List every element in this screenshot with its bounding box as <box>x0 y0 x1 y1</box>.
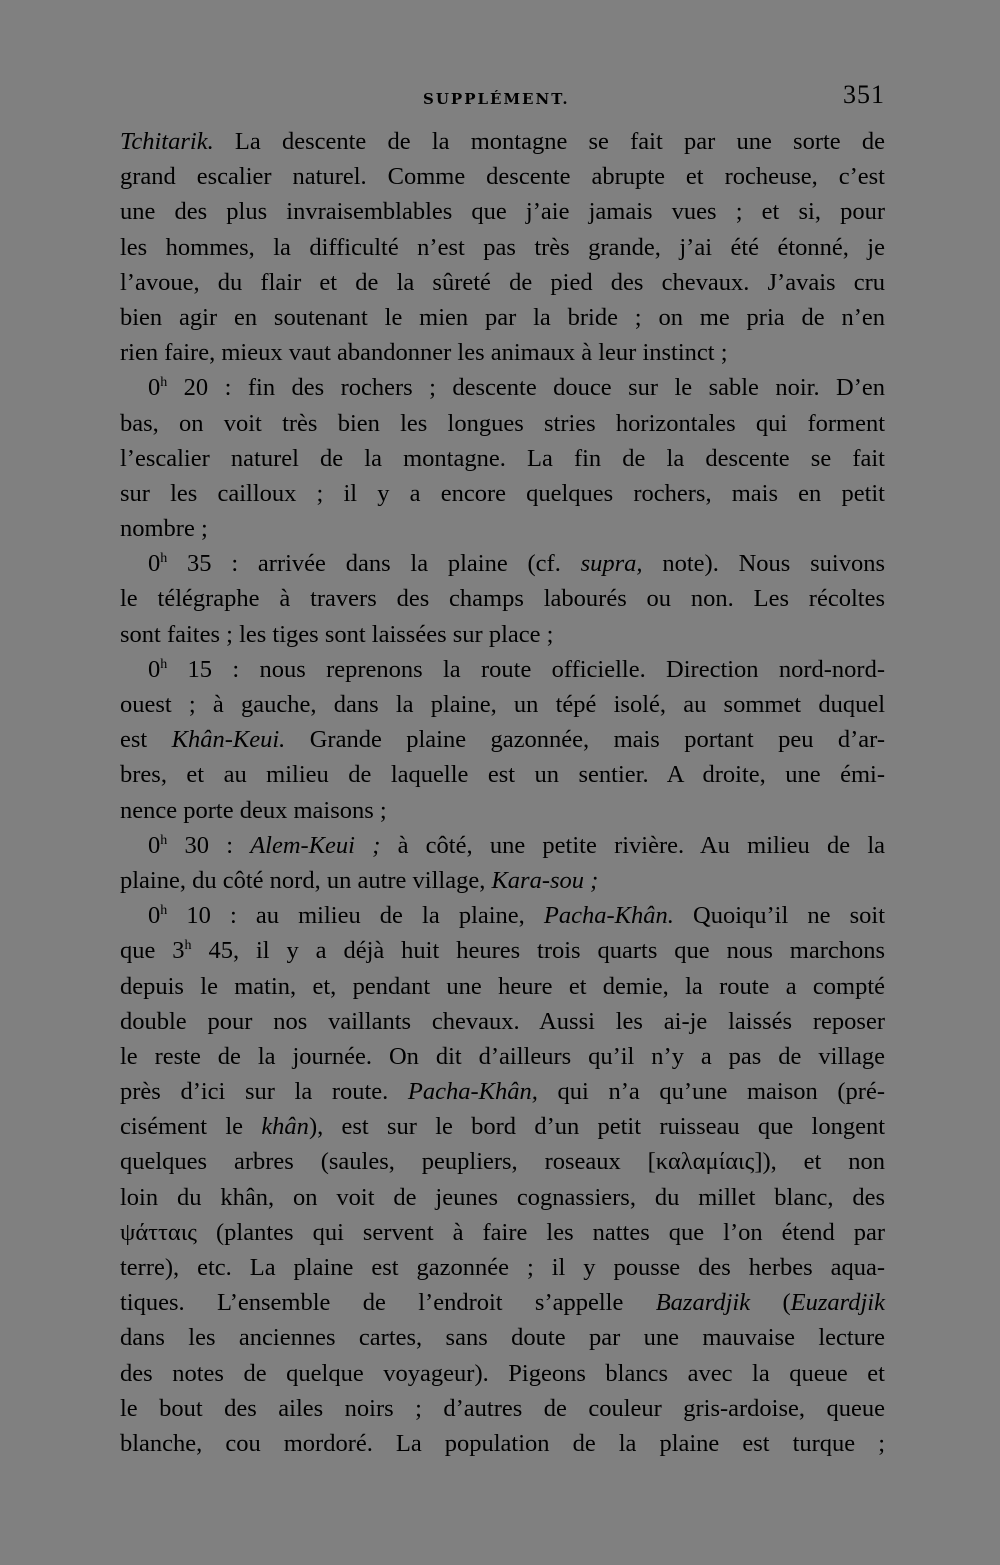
text-line <box>120 863 885 898</box>
text-segment: quelques arbres (saules, peupliers, roseaux [καλαμίαις]), et non <box>120 1148 885 1176</box>
superscript-h: h <box>160 375 168 391</box>
superscript-h: h <box>160 832 168 848</box>
text-line <box>120 335 885 370</box>
text-line <box>120 1426 885 1461</box>
text-segment: le télégraphe à travers des champs labourés ou non. Les récoltes <box>120 585 885 613</box>
text-segment: dans les anciennes cartes, sans doute par une mauvaise lecture <box>120 1324 885 1352</box>
superscript-h: h <box>184 938 192 954</box>
text-line <box>120 511 885 546</box>
text-segment: rien faire, mieux vaut abandonner les animaux à leur instinct ; <box>120 339 728 367</box>
text-line <box>120 1356 885 1391</box>
text-line <box>120 1215 885 1250</box>
italic-segment: Tchitarik. <box>120 128 214 155</box>
text-segment: bien agir en soutenant le mien par la bride ; on me pria de n’en <box>120 303 885 331</box>
text-segment: 0 <box>148 831 161 859</box>
superscript-h: h <box>160 656 168 672</box>
text-line <box>120 969 885 1004</box>
text-segment: sont faites ; les tiges sont laissées sur place ; <box>120 620 554 648</box>
text-line <box>120 370 885 405</box>
text-segment: tiques. L’ensemble de l’endroit s’appelle <box>120 1289 656 1317</box>
text-segment: les hommes, la difficulté n’est pas très grande, j’ai été étonné, je <box>120 233 885 261</box>
text-line <box>120 265 885 300</box>
text-line <box>120 933 885 968</box>
text-line <box>120 757 885 792</box>
text-segment: des notes de quelque voyageur). Pigeons blancs avec la queue et <box>120 1359 885 1387</box>
text-line <box>120 124 885 159</box>
text-segment: 15 : nous reprenons la route officielle. Direction nord-nord- <box>167 655 885 683</box>
text-line <box>120 194 885 229</box>
italic-segment: Bazardjik <box>655 1289 751 1317</box>
text-segment: le bout des ailes noirs ; d’autres de couleur gris-ardoise, queue <box>120 1394 885 1422</box>
text-segment: le reste de la journée. On dit d’ailleurs qu’il n’y a pas de village <box>120 1042 885 1070</box>
text-segment: note). Nous suivons <box>642 550 885 578</box>
text-line <box>120 722 885 757</box>
text-segment: terre), etc. La plaine est gazonnée ; il y pousse des herbes aqua- <box>120 1254 885 1281</box>
italic-segment: Kara-sou ; <box>491 866 599 894</box>
text-segment: que 3 <box>120 937 185 965</box>
italic-segment: khân <box>261 1113 309 1141</box>
text-segment: cisément le <box>120 1113 262 1141</box>
text-line <box>120 652 885 687</box>
text-segment: double pour nos vaillants chevaux. Aussi les ai-je laissés reposer <box>120 1007 885 1035</box>
text-segment: ouest ; à gauche, dans la plaine, un tépé isolé, au sommet duquel <box>120 691 885 718</box>
text-segment: bres, et au milieu de laquelle est un sentier. A droite, une émi- <box>120 761 885 789</box>
text-line <box>120 581 885 616</box>
text-segment: 45, il y a déjà huit heures trois quarts que nous marchons <box>191 937 886 965</box>
text-segment: l’avoue, du flair et de la sûreté de pied des chevaux. J’avais cru <box>120 268 885 296</box>
italic-segment: Alem-Keui ; <box>250 831 381 859</box>
text-line <box>120 406 885 441</box>
page-number: 351 <box>843 80 885 109</box>
text-segment: 10 : au milieu de la plaine, <box>167 902 544 930</box>
text-line <box>120 441 885 476</box>
italic-segment: Pacha-Khân. <box>543 902 674 930</box>
body-text <box>120 124 885 1461</box>
text-line <box>120 1250 885 1285</box>
text-segment: 0 <box>148 374 161 402</box>
text-line <box>120 793 885 828</box>
text-segment: ψάτταις (plantes qui servent à faire les nattes que l’on étend par <box>120 1218 885 1246</box>
text-segment: 20 : fin des rochers ; descente douce sur le sable noir. D’en <box>167 374 885 402</box>
text-segment: nombre ; <box>120 515 208 543</box>
italic-segment: supra, <box>580 550 643 578</box>
text-segment: bas, on voit très bien les longues stries horizontales qui forment <box>120 409 885 437</box>
text-segment: 0 <box>148 550 161 578</box>
text-line <box>120 1144 885 1179</box>
text-segment: ), est sur le bord d’un petit ruisseau que longent <box>308 1113 885 1141</box>
italic-segment: Pacha-Khân, <box>407 1078 538 1106</box>
text-line <box>120 1109 885 1144</box>
text-line <box>120 159 885 194</box>
text-segment: grand escalier naturel. Comme descente abrupte et rocheuse, c’est <box>120 163 885 191</box>
text-segment: 35 : arrivée dans la plaine (cf. <box>167 550 581 578</box>
text-segment: l’escalier naturel de la montagne. La fin de la descente se fait <box>120 444 885 472</box>
text-segment: ( <box>750 1289 791 1317</box>
superscript-h: h <box>160 903 168 919</box>
text-segment: est <box>120 726 172 754</box>
italic-segment: Euzardjik <box>790 1289 885 1317</box>
text-line <box>120 1391 885 1426</box>
text-segment: près d’ici sur la route. <box>120 1078 408 1106</box>
text-segment: 0 <box>148 655 161 683</box>
text-line <box>120 828 885 863</box>
text-segment: depuis le matin, et, pendant une heure et demie, la route a compté <box>120 972 885 1000</box>
running-title: SUPPLÉMENT. <box>423 90 570 108</box>
text-segment: blanche, cou mordoré. La population de la plaine est turque ; <box>120 1429 885 1457</box>
superscript-h: h <box>160 551 168 567</box>
italic-segment: Khân-Keui. <box>171 726 286 754</box>
running-head <box>120 80 885 114</box>
text-segment: nence porte deux maisons ; <box>120 796 387 824</box>
text-segment: Grande plaine gazonnée, mais portant peu d’ar- <box>285 726 885 754</box>
text-segment: 0 <box>148 902 161 930</box>
text-line <box>120 1180 885 1215</box>
text-line <box>120 1004 885 1039</box>
text-line <box>120 898 885 933</box>
text-segment: 30 : <box>167 831 251 859</box>
text-line <box>120 1074 885 1109</box>
text-line <box>120 300 885 335</box>
text-line <box>120 230 885 265</box>
text-line <box>120 476 885 511</box>
text-segment: Quoiqu’il ne soit <box>673 902 886 930</box>
text-segment: plaine, du côté nord, un autre village, <box>120 866 492 894</box>
text-segment: loin du khân, on voit de jeunes cognassiers, du millet blanc, des <box>120 1183 885 1211</box>
text-line <box>120 1285 885 1320</box>
text-line <box>120 617 885 652</box>
text-segment: qui n’a qu’une maison (pré- <box>537 1078 885 1106</box>
text-line <box>120 687 885 722</box>
text-segment: sur les cailloux ; il y a encore quelques rochers, mais en petit <box>120 479 885 507</box>
text-segment: à côté, une petite rivière. Au milieu de la <box>380 831 885 859</box>
text-segment: une des plus invraisemblables que j’aie jamais vues ; et si, pour <box>120 198 885 226</box>
text-line <box>120 1039 885 1074</box>
text-segment: La descente de la montagne se fait par une sorte de <box>213 128 885 155</box>
text-line <box>120 546 885 581</box>
text-line <box>120 1320 885 1355</box>
